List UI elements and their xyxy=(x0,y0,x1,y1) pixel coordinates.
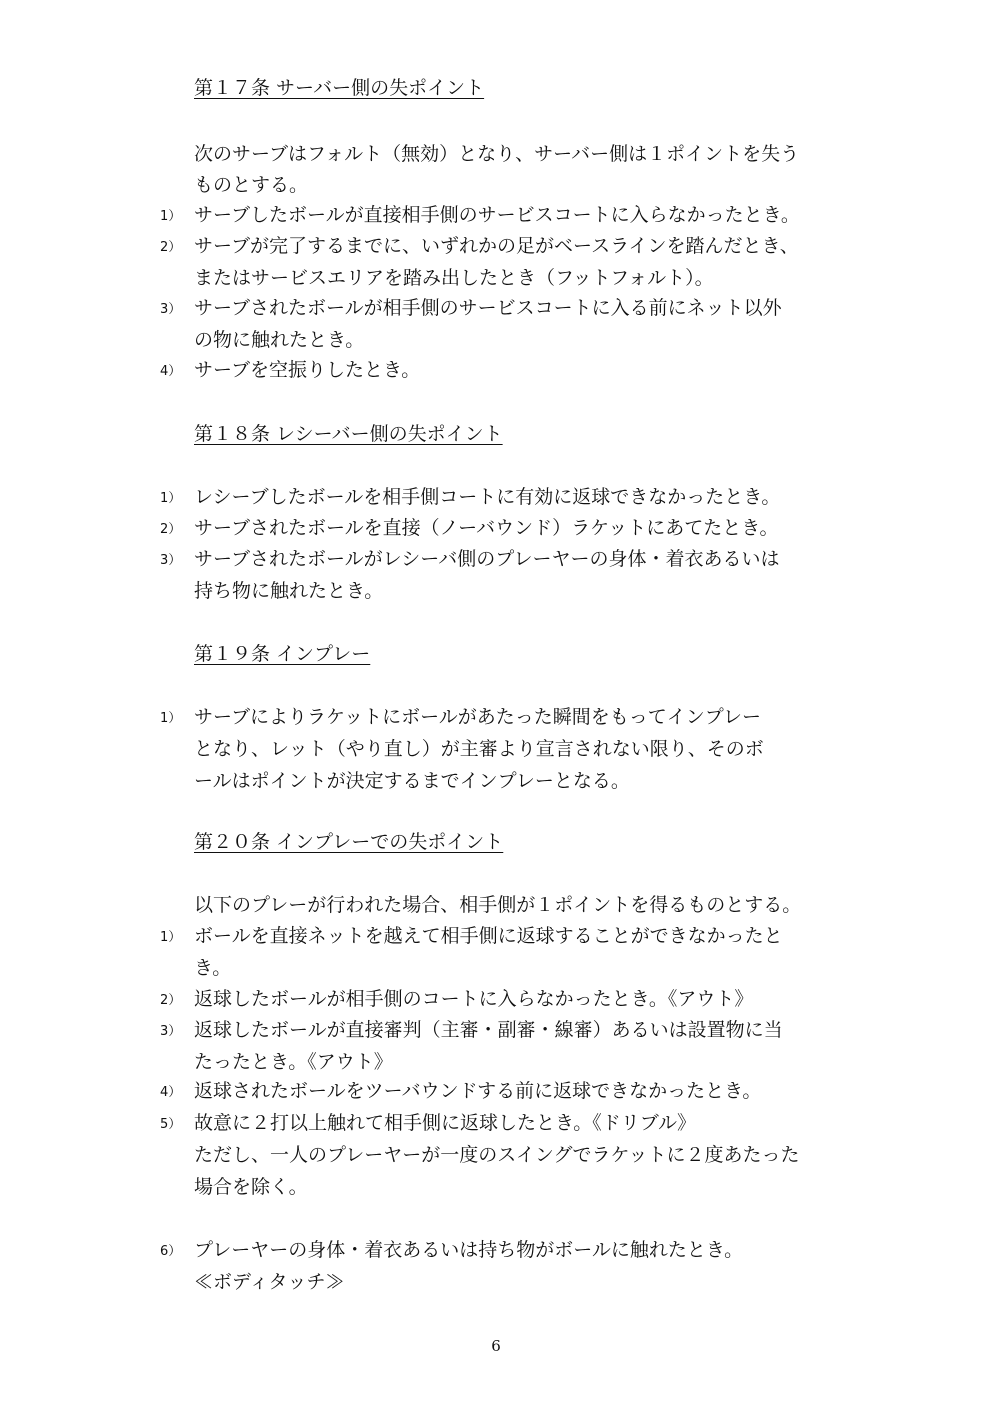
item-text: ≪ボディタッチ≫ xyxy=(194,1271,345,1293)
item-text: となり、レット（やり直し）が主審より宣言されない限り、そのボ xyxy=(194,738,764,760)
item-number: 4） xyxy=(160,364,182,379)
item-text: 場合を除く。 xyxy=(194,1176,308,1198)
item-text: の物に触れたとき。 xyxy=(194,329,365,351)
item-text: サーブしたボールが直接相手側のサービスコートに入らなかったとき。 xyxy=(194,204,800,226)
article-17-intro-line-1: 次のサーブはフォルト（無効）となり、サーバー側は１ポイントを失う xyxy=(194,143,800,165)
item-text: き。 xyxy=(194,957,232,979)
article-19-heading: 第１９条 インプレー xyxy=(194,643,371,665)
article-17-heading: 第１７条 サーバー側の失ポイント xyxy=(194,77,485,99)
item-text: サーブされたボールが相手側のサービスコートに入る前にネット以外 xyxy=(194,297,782,319)
item-text: ボールを直接ネットを越えて相手側に返球することができなかったと xyxy=(194,925,783,947)
item-number: 1） xyxy=(160,209,182,224)
item-number: 3） xyxy=(160,553,182,568)
item-number: 2） xyxy=(160,993,182,1008)
page-number: 6 xyxy=(491,1337,501,1355)
item-number: 2） xyxy=(160,522,182,537)
article-17-intro-line-2: ものとする。 xyxy=(194,174,309,196)
item-text: 持ち物に触れたとき。 xyxy=(194,580,384,602)
item-text: 返球したボールが直接審判（主審・副審・線審）あるいは設置物に当 xyxy=(194,1019,783,1041)
article-18-heading: 第１８条 レシーバー側の失ポイント xyxy=(194,423,503,445)
item-number: 5） xyxy=(160,1117,182,1132)
item-number: 1） xyxy=(160,711,182,726)
item-text: ただし、一人のプレーヤーが一度のスイングでラケットに２度あたった xyxy=(194,1144,800,1166)
item-number: 1） xyxy=(160,930,182,945)
item-text: たったとき。《アウト》 xyxy=(194,1051,393,1073)
item-number: 1） xyxy=(160,491,182,506)
article-20-intro: 以下のプレーが行われた場合、相手側が１ポイントを得るものとする。 xyxy=(194,894,802,916)
item-number: 3） xyxy=(160,302,182,317)
item-text: サーブを空振りしたとき。 xyxy=(194,359,421,381)
item-text: サーブされたボールがレシーバ側のプレーヤーの身体・着衣あるいは xyxy=(194,548,780,570)
item-number: 3） xyxy=(160,1024,182,1039)
item-text: サーブによりラケットにボールがあたった瞬間をもってインプレー xyxy=(194,706,761,728)
item-text: プレーヤーの身体・着衣あるいは持ち物がボールに触れたとき。 xyxy=(194,1239,744,1261)
item-number: 2） xyxy=(160,240,182,255)
item-text: サーブが完了するまでに、いずれかの足がベースラインを踏んだとき、 xyxy=(194,235,799,257)
item-text: またはサービスエリアを踏み出したとき（フットフォルト）。 xyxy=(194,267,714,289)
item-text: サーブされたボールを直接（ノーバウンド）ラケットにあてたとき。 xyxy=(194,517,779,539)
item-number: 6） xyxy=(160,1244,182,1259)
article-20-heading: 第２０条 インプレーでの失ポイント xyxy=(194,831,504,853)
item-text: ールはポイントが決定するまでインプレーとなる。 xyxy=(194,770,630,792)
item-text: 故意に２打以上触れて相手側に返球したとき。《ドリブル》 xyxy=(194,1112,696,1134)
item-text: 返球したボールが相手側のコートに入らなかったとき。《アウト》 xyxy=(194,988,754,1010)
item-text: 返球されたボールをツーバウンドする前に返球できなかったとき。 xyxy=(194,1080,762,1102)
item-text: レシーブしたボールを相手側コートに有効に返球できなかったとき。 xyxy=(194,486,781,508)
item-number: 4） xyxy=(160,1085,182,1100)
